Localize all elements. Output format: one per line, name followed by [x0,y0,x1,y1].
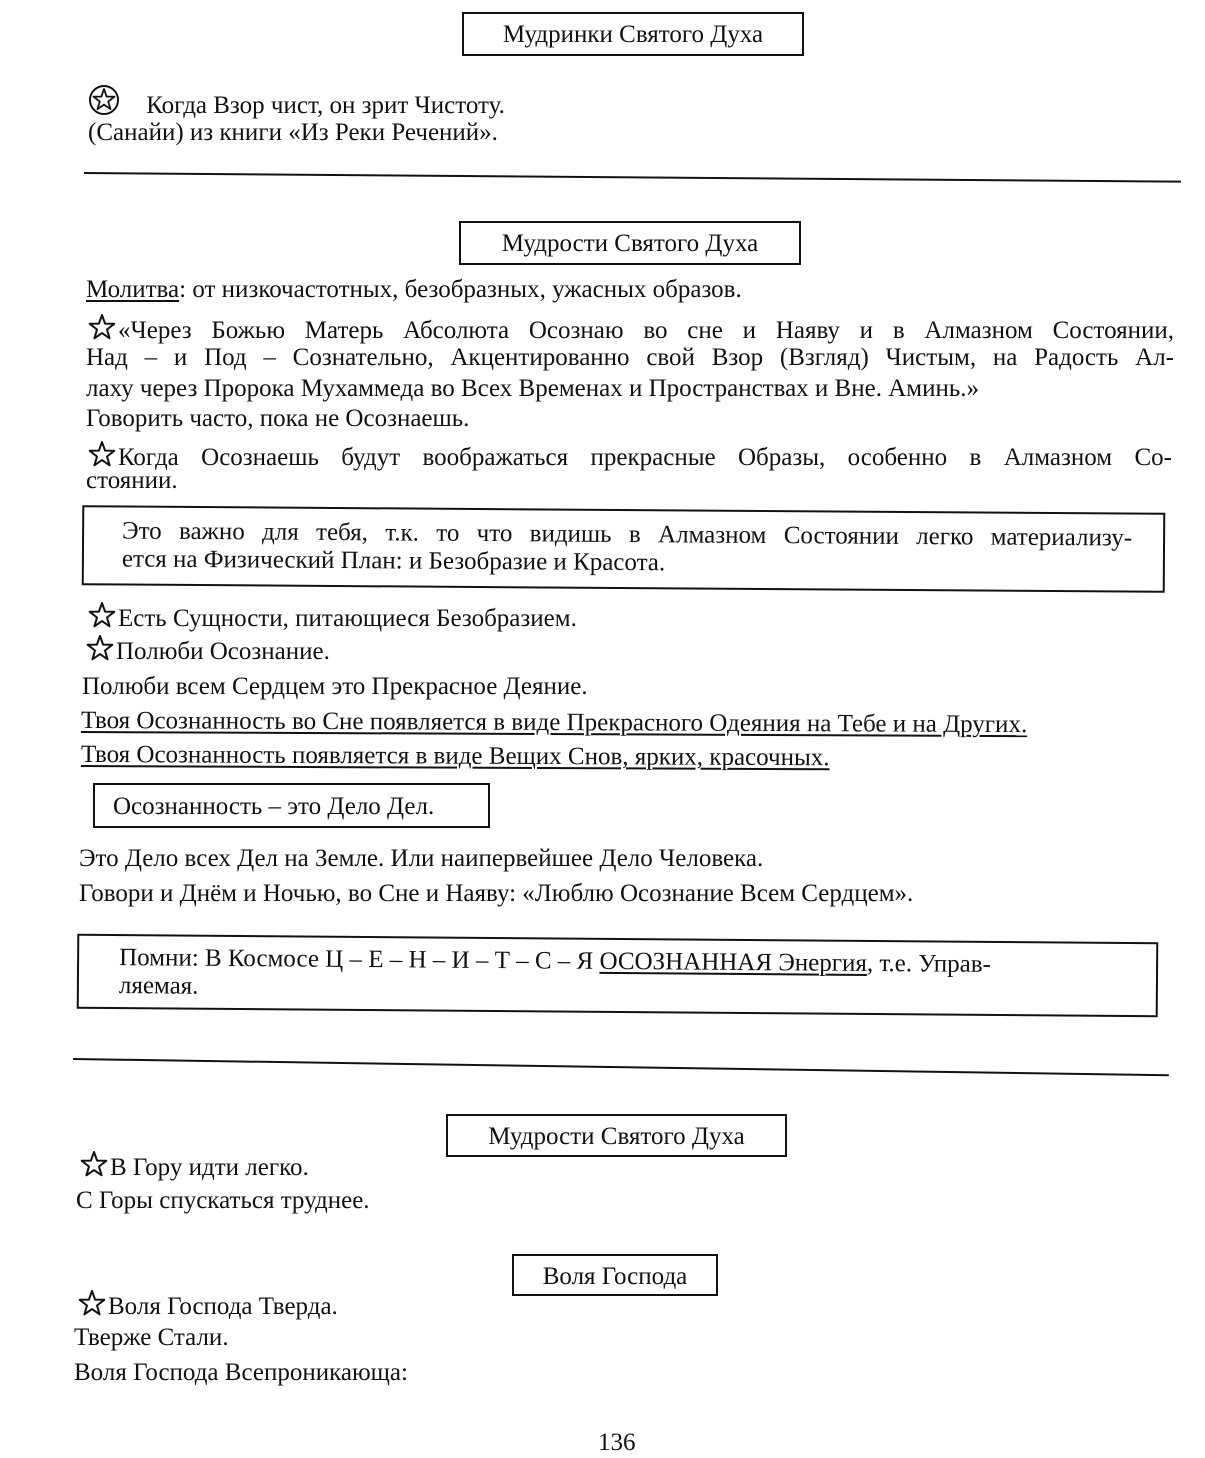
section-title-text: Мудрости Святого Духа [501,230,759,257]
say-often-line: Говорить часто, пока не Осознаешь. [86,405,470,432]
prayer-quote-line-1: «Через Божью Матерь Абсолюта Осознаю во сне и Наяву и в Алмазном Состоянии, [88,313,1174,346]
divider [84,172,1181,183]
will-line-1: Воля Господа Тверда. [78,1289,338,1322]
deed-line: Это Дело всех Дел на Земле. Или наипервейшее Дело Человека. [79,845,764,872]
prayer-text: : от низкочастотных, безобразных, ужасных образов. [179,276,742,303]
page-number: 136 [598,1429,636,1456]
remember-line-2: ляемая. [118,972,199,1000]
prayer-label: Молитва [86,276,180,303]
love-awareness-line: Полюби Осознание. [86,634,330,667]
circled-star-icon [88,84,118,121]
underlined-line-1: Твоя Осознанность во Сне появляется в виде Прекрасного Одеяния на Тебе и на Других. [80,707,1028,739]
star-icon [78,1289,108,1322]
prayer-quote-line-2: Над – и Под – Сознательно, Акцентированно свой Взор (Взгляд) Чистым, на Радость Ал- [86,344,1174,371]
prayer-quote-line-3: лаху через Пророка Мухаммеда во Всех Временах и Пространствах и Вне. Аминь.» [86,375,979,402]
quote-text: Когда Взор чист, он зрит Чистоту. [146,92,505,119]
say-line: Говори и Днём и Ночью, во Сне и Наяву: «Люблю Осознание Всем Сердцем». [79,880,914,907]
note-line-2: ется на Физический План: и Безобразие и Красота. [121,545,666,577]
remember-line-1: Помни: В Космосе Ц – Е – Н – И – Т – С – Я ОСОЗНАННАЯ Энергия, т.е. Управ- [119,944,992,978]
prayer-line [86,275,742,305]
underlined-line-2: Твоя Осознанность появляется в виде Вещих Снов, ярких, красочных. [80,741,830,772]
when-aware-line-1: Когда Осознаешь будут воображаться прекрасные Образы, особенно в Алмазном Со- [88,440,1172,473]
beings-line: Есть Сущности, питающиеся Безобразием. [88,601,577,634]
section-title-will: Воля Господа [512,1254,718,1296]
note-line-1: Это важно для тебя, т.к. то что видишь в Алмазном Состоянии легко материализу- [122,517,1133,552]
section-title-mudrinki [462,12,804,56]
star-icon [86,634,116,667]
love-heart-line: Полюби всем Сердцем это Прекрасное Деяние. [82,673,588,700]
deed-of-deeds-box: Осознанность – это Дело Дел. [93,783,490,828]
section-title-text: Мудринки Святого Духа [502,21,764,48]
star-icon [88,601,118,634]
divider [73,1058,1169,1076]
star-icon [88,313,118,346]
remember-note-box [77,934,1159,1017]
when-aware-line-2: стоянии. [86,467,178,494]
will-line-3: Воля Господа Всепроникающа: [74,1359,408,1386]
mountain-line-2: С Горы спускаться труднее. [76,1187,370,1214]
source-line: (Санайи) из книги «Из Реки Речений». [88,119,498,146]
mountain-line-1: В Гору идти легко. [80,1150,309,1183]
section-title-mudrosti-2: Мудрости Святого Духа [446,1114,787,1157]
star-icon [80,1150,110,1183]
will-line-2: Тверже Стали. [74,1324,229,1351]
section-title-mudrosti [459,221,801,265]
important-note-box [82,505,1166,593]
quote-line [88,84,505,121]
